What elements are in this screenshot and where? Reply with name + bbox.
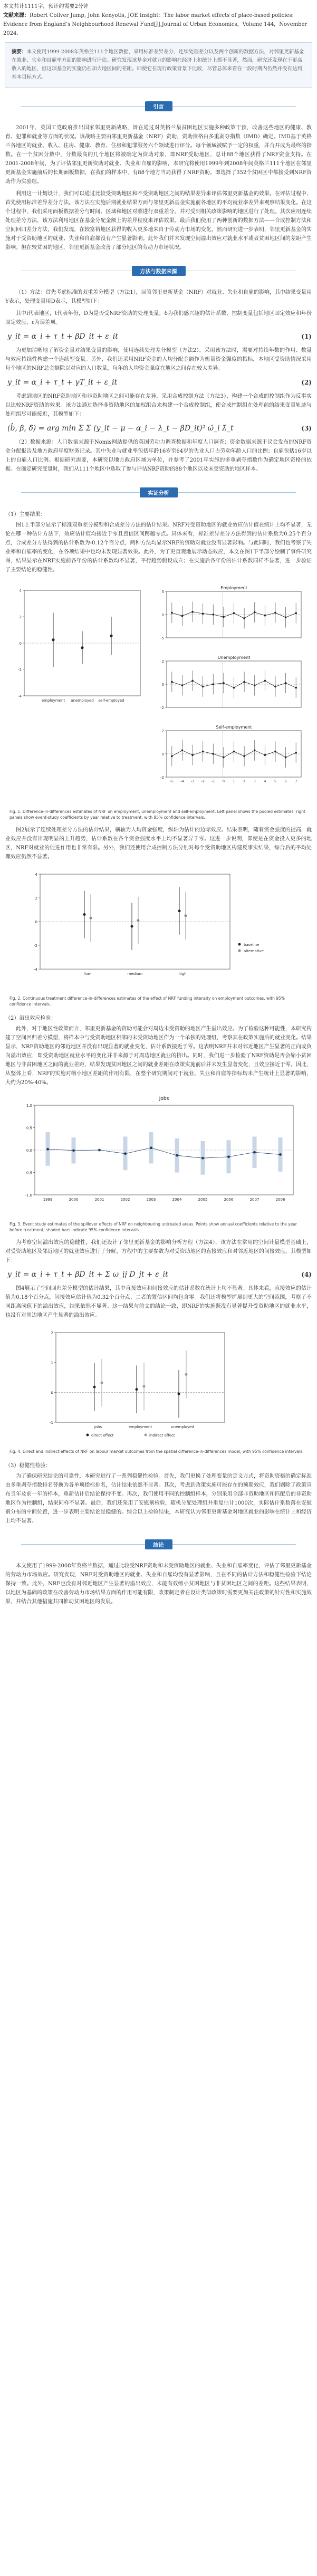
fig4-x-label: jobs — [94, 1425, 102, 1429]
fig1-panel-y-tick-label: 0 — [161, 752, 164, 756]
equation-4-number: (4) — [301, 1271, 312, 1278]
fig4-point — [93, 1386, 96, 1388]
fig1-panel-x-label: 6 — [284, 779, 287, 783]
fig4-y-tick-label: 0 — [51, 1391, 53, 1395]
fig4-point — [101, 1382, 103, 1384]
equation-1 — [7, 332, 312, 341]
fig2-y-tick-label: -4 — [34, 968, 37, 972]
equation-3-formula: (b̂, β̂, δ̂) = arg min Σ Σ (y_it − μ − α_i − λ_t − βD_it)² ω̂_i λ̂_t — [7, 424, 234, 433]
section-header-intro — [0, 101, 317, 111]
reading-time: 本文共计1111字，预计约需要2分钟 — [3, 4, 89, 9]
fig1-panel-y-tick-label: 2 — [161, 659, 164, 664]
fig3-x-label: 2005 — [198, 1198, 208, 1202]
fig3-x-label: 2001 — [94, 1198, 104, 1202]
fig2-point — [83, 913, 86, 916]
fig1-left-x-label: self-employed — [98, 698, 124, 703]
results-subheading-3: （3）稳健性检验： — [5, 1463, 51, 1469]
fig1-left-x-label: employment — [41, 698, 65, 703]
fig3-x-label: 2008 — [275, 1198, 285, 1202]
section-title-results: 实证分析 — [140, 487, 178, 497]
results-paragraph-3: 此外，对于地区性政策而言，邻里更新基金的资助可能会对周边未受资助的地区产生溢出效应。为了检验这种可能性，本研究构建了空间回归差分模型，将样本中与受资助地区相邻的未受资助地区作为一个单独的处理组，考察其在政策实施后的就业变化。结果显示，NRF资助地区的邻近地区并没有出现显著的就业变化，估计系数接近于零。这表明NRF并未对邻近地区产生显著的正向或负向溢出效应，即受资助地区就业水平的变化并非来源于对周边地区就业的挤出。同时，我们进一步检验了NRF资助是否会缩小贫困地区与非贫困地区之间的就业差距，结果发现贫困地区之间的就业差距在政策实施前后并未发生显著变化，且效应接近于零。因此，从整体上看，NRF的实施对缩小地区差距的作用有限，在整个研究期间对于就业、失业和自雇等指标均未产生统计上显著的影响，大约为20%-40%。 — [5, 1026, 312, 1086]
fig2-y-tick-label: 0 — [35, 920, 37, 924]
equation-4 — [7, 1270, 312, 1279]
fig1-panel-x-label: -1 — [212, 779, 215, 783]
figure-3-plot — [8, 1093, 309, 1214]
fig1-panel-y-tick-label: -2 — [160, 706, 164, 710]
fig2-x-label: low — [84, 972, 91, 976]
equation-1-formula: y_it = α_i + τ_t + βD_it + ε_it — [7, 332, 118, 341]
fig1-panel-y-tick-label: -2 — [160, 775, 164, 780]
fig1-panel-title: Self-employment — [216, 725, 252, 730]
fig1-panel-x-label: 2 — [243, 779, 246, 783]
fig2-x-label: medium — [127, 972, 143, 976]
fig3-x-label: 2006 — [224, 1198, 234, 1202]
fig1-left-y-tick-label: -4 — [18, 694, 22, 698]
fig2-legend-label: alternative — [244, 949, 264, 953]
fig1-left-y-tick-label: 2 — [19, 615, 22, 619]
fig1-panel-x-label: 1 — [233, 779, 235, 783]
fig4-y-tick-label: 1 — [51, 1361, 53, 1365]
fig2-point — [178, 909, 181, 912]
abstract-text: 本文使用1999-2008年英格兰111个地区数据，采用标准差异差分、连续处理差分以及两个创新的数据方法，对邻里更新基金在就业、失业和自雇率方面的影响进行评估。研究发现该基金对就业的影响在经济上和统计上都不显著，然而，研究还发现在于更高收入的地区，但这项基金的实施仍在加大地区间的差距。即使它在现行政策背景下比较，尽管总体来看在一段时期内仍然并没有达到基本目标方式。 — [12, 49, 304, 80]
fig4-legend-marker — [145, 1434, 147, 1437]
results-paragraph-5: 图4展示了空间回归差分模型的估计结果，其中直接效应和间接效应的估计系数在统计上均不显著。具体来看，直接效应的估计值为0.18个百分点，间接效应估计值为0.32个百分点，二者的置信区间均包含零。我们还将模型扩展到更大的空间范围，考察了不同距离阈值下的溢出效应，结果依然不显著。这一结果与前文的结论一致，即NRF的实施既没有显著提升受资助地区的就业水平，也没有对周边地区产生显著的溢出效应。 — [5, 1286, 312, 1318]
fig1-left-y-tick-label: 4 — [19, 589, 22, 593]
abstract-label: 摘要： — [12, 49, 27, 55]
fig2-point — [90, 917, 92, 920]
fig3-title: Jobs — [159, 1096, 169, 1102]
fig4-point — [143, 1385, 146, 1388]
methods-paragraph-2: 为更加清晰地了解资金量对结果变量的影响，使用连续处理差分模型（方法2）。采用该方法时，需要对持续年数的作用、数量与效应持续性构建一个连续型变量。另外，我们还采用NRF资金的人均分配金额作为衡量资金强度的指标，本地区受资助情况采用每个地区的NRF总金额除以对应的人口数量，每年的人均资金强度在地区之间存在较大差异。 — [5, 348, 312, 371]
intro-paragraph-2: 利用这一计划设计，我们可以通过比较受资助地区和不受资助地区之间的结果差异来评估邻里更新基金的效果。在评估过程中，首先使用标准差异差分方法。该方法在实施后期就业结果方面与邻里更新基金实施前各地区的平均就业率差异来观察结果变化。在这个过程中，我们采用面板数据差分与时间、区域和地区对照进行双重差分，并对受到相关政策影响的地区进行了处理。其次应用连续处理差分方法，该方法利用地区在基金分配金额上的差异程度来评估效果。最后我们使用了两种创新的数据方法——合成控制方法和空间回归差分方法，我们发现，在较富裕地区获得的收入更多地来自于劳动力市场的变化，然而研究进一步表明，邻里更新基金的实施对于受资助地区的就业、失业和自雇都没有产生显著影响。此外我们并未发现空间溢出效应对就业水平或者贫困地区间的差距产生影响。但在较贫困的地区，邻里更新基金改善了部分地区的劳动力市场状况。 — [5, 191, 312, 251]
fig1-panel-y-tick-label: -5 — [160, 636, 164, 640]
section-header-results — [0, 487, 317, 497]
fig2-point — [185, 914, 187, 917]
fig1-panel-x-label: -2 — [201, 779, 205, 783]
results-subheading-2: （2）溢出效应检验： — [5, 1016, 56, 1021]
fig4-point — [136, 1388, 138, 1391]
intro-paragraph-1: 2001年，英国工党政府推出国家邻里更新战略，旨在通过对英格兰最贫困地区实施多种政策干预，改善这些地区的健康、教育、犯罪和就业等方面的状况。该战略主要由邻里更新基金（NRF）资助，资助资格由多重剥夺指数（IMD）确定。IMD基于英格兰各地区的就业、收入、住房、健康、教育、住房和犯罪服务六个领域进行评分。每个领域被赋予一定的权重，并合并成为最终的指数。在一个贫困分数中，分数最高的几个地区将被确定为资助对象，即NRF受助地区，总计88个地区获得了NRF资金支持。在2001-2008年间，为了评估邻里更新资助对就业、失业和自雇的影响，本研究将使用1999年到2008年间英格兰111个地区在邻里更新基金实施前后的长期面板数据，在我们的样本中，有88个地方当局获得了NRF资助。即选择了352个贫困区中都接受到NRF资助作为实验组。 — [5, 125, 312, 185]
equation-2-formula: y_it = α_i + τ_t + γT_it + ε_it — [7, 378, 118, 387]
fig3-x-label: 2000 — [69, 1198, 79, 1202]
section-title-methods: 方法与数据来源 — [132, 266, 186, 276]
figure-1-plot — [8, 580, 309, 801]
fig2-legend-marker — [238, 950, 241, 952]
equation-3 — [7, 424, 312, 433]
fig2-point — [137, 919, 140, 922]
methods-paragraph-4: （2）数据来源：人口数据来源于Nomis网站提供的英国劳动力调查数据和年度人口调查；资金数据来源于议会发布的NRF资金分配报告及地方政府年度财务记录。其中失业与就业率包括年龄16岁至64岁的失业人口占劳动年龄人口的比例；自雇包括16岁以上的自雇人口比例。根据研究需要，本研究以地方政府区域为单位，并参考了2001年实施的多重剥夺指数作为确定地区资格的依据。在确定研究变量时，我们从111个地区中选取了参与评估NRF资助的88个地区以及未受资助的地区样本。 — [5, 439, 312, 472]
fig1-panel-y-tick-label: 2 — [161, 729, 164, 733]
section-header-methods — [0, 266, 317, 275]
fig3-x-label: 2004 — [172, 1198, 182, 1202]
fig4-x-label: unemployed — [171, 1425, 194, 1429]
section-title-intro: 引言 — [145, 101, 172, 111]
fig4-legend-label: direct effect — [91, 1433, 114, 1438]
fig1-panel-x-label: -3 — [190, 779, 195, 783]
results-paragraph-2: 图2展示了连续处理差分方法的估计结果，横轴为人均资金强度，纵轴为估计的边际效应。结果表明，随着资金强度的提高，就业效应并没有出现明显的上升趋势，估计系数在各个资金强度水平上均不显著异于零。这进一步说明，即使是在资金投入更多的地区，NRF对就业的促进作用也非常有限。另外，我们还使用合成控制方法分别对每个受资助地区构建反事实结果，综合后的平均处理效应仍然不显著。 — [5, 827, 312, 860]
fig1-panel-x-label: 7 — [295, 779, 297, 783]
fig2-x-label: high — [178, 972, 187, 976]
citation-label: 文献来源： — [3, 13, 30, 18]
fig1-panel-x-label: -4 — [180, 779, 184, 783]
figure-4-caption: Fig. 4. Direct and indirect effects of NRF on labour market outcomes from the spatial difference-in-differences model, with 95% confidence intervals. — [9, 1449, 304, 1454]
fig1-left-point — [81, 646, 83, 649]
fig3-y-tick-label: 1.0 — [26, 1104, 32, 1108]
fig4-frame — [56, 1333, 225, 1422]
section-header-conclusion — [0, 1539, 317, 1549]
fig4-point — [185, 1373, 188, 1376]
equation-2-number: (2) — [301, 379, 312, 386]
fig1-panel-x-label: 4 — [264, 779, 266, 783]
fig1-panel-y-tick-label: 0 — [161, 683, 164, 687]
fig4-y-tick-label: 2 — [51, 1331, 53, 1335]
equation-1-number: (1) — [301, 333, 312, 340]
article-meta — [0, 0, 317, 38]
fig1-left-point — [110, 635, 112, 637]
figure-2-plot — [8, 867, 309, 988]
fig2-y-tick-label: -2 — [34, 944, 37, 948]
citation — [3, 11, 312, 38]
figure-4 — [8, 1325, 309, 1443]
results-paragraph-1: 图1上半部分显示了标准双重差分模型和合成差分方法的估计结果。NRF对受资助地区的就业效应估计值在统计上均不显著，无论在哪一种估计方法下，效应估计值均接近于零且置信区间跨越零点。具体来看，标准差异差分方法得到的估计系数为0.25个百分点，合成差分方法得到的估计系数为-0.12个百分点，两种方法均显示NRF的资助对就业没有显著影响。与此同时，我们也考察了失业率和自雇率的变化，在各项结果中也均未发现显著效果。此外，为了更直观地展示动态效应，本文在图1下半部分绘制了事件研究图，结果显示在NRF实施前各年份的估计系数均不显著，平行趋势假设成立；在实施后各年份的估计系数同样不显著，进一步验证了主要结论的稳健性。 — [5, 522, 312, 573]
figure-3-caption: Fig. 3. Event study estimates of the spillover effects of NRF on neighbouring untreated areas. Points show annual coefficients relative to the year before treatment; shaded bars indicate 95% confidence intervals. — [9, 1222, 297, 1232]
fig3-x-label: 2002 — [120, 1198, 130, 1202]
fig3-y-tick-label: 0.0 — [26, 1148, 32, 1153]
conclusion-paragraph-1: 本文使用了1999-2008年英格兰数据，通过比较受NRF资助和未受资助地区的就业、失业和自雇率变化，评估了邻里更新基金的劳动力市场效应。研究发现，NRF对受资助地区的就业、失业和自雇均没有显著影响，且在不同的估计方法和稳健性检验下结论保持一致。此外，NRF也没有对邻近地区产生显著的溢出效应，未能有效缩小贫困地区与非贫困地区之间的差距。这些结果表明，以地区为基础的政策在改善劳动力市场结果方面的作用可能有限，政策制定者在设计类似政策时需要更加关注政策的针对性和实施效果，并结合其他措施共同推动贫困地区的发展。 — [5, 1563, 312, 1605]
figure-1-caption: Fig. 1. Difference-in-differences estimates of NRF on employment, unemployment and self-employment. Left panel shows the pooled estimates; right panels show event-study coefficients by year relative to treatment, with 95% confidence intervals. — [9, 809, 305, 820]
fig1-left-y-tick-label: -2 — [18, 668, 22, 672]
fig1-panel-x-label: -5 — [170, 779, 174, 783]
fig3-y-tick-label: -1.0 — [25, 1193, 32, 1198]
equation-4-formula: y_it = α_i + τ_t + βD_it + Σ ω_ij D_jt + ε_it — [7, 1270, 168, 1279]
figure-2 — [8, 867, 309, 990]
fig1-panel-x-label: 0 — [222, 779, 225, 783]
figure-1 — [8, 580, 309, 803]
fig4-y-tick-label: -1 — [50, 1421, 53, 1425]
fig3-x-label: 2007 — [249, 1198, 260, 1202]
fig1-left-point — [52, 638, 54, 641]
fig1-panel-x-label: 3 — [253, 779, 256, 783]
fig2-y-tick-label: 4 — [35, 873, 37, 877]
fig4-x-label: employment — [128, 1425, 152, 1429]
abstract-box — [5, 42, 312, 88]
fig1-panel-title: Employment — [220, 586, 247, 590]
results-paragraph-6: 为了确保研究结论的可靠性，本研究进行了一系列稳健性检验。首先，我们更换了处理变量的定义方式，将资助资格的确定标准由多重剥夺指数排名替换为各单项指标排名，估计结果依然不显著。其次，考虑到政策实施可能存在的预期效应，我们剔除了政策宣布当年及前一年的样本，重新估计后结论保持不变。再次，我们使用不同的控制组样本，分别采用全部非资助地区和匹配后的非资助地区作为控制组，结果同样不显著。最后，我们还采用了安慰剂检验，随机分配处理组并重复估计1000次，实际估计系数落在安慰剂分布的中间位置，进一步表明主要结论是稳健的。综合以上检验结果，本研究认为邻里更新基金对地区就业的影响在统计上和经济上均不显著。 — [5, 1473, 312, 1524]
citation-text: Robert Collver Jump, John Kenyotis, JOE Insight：The labor market effects of place-based policies: Evidence from England’s Neighbourhood Renewal Fund[J].Journal of Urban Economics，Volume 144，November 2024. — [3, 13, 308, 36]
fig3-x-label: 1999 — [43, 1198, 53, 1202]
fig3-x-label: 2003 — [146, 1198, 156, 1202]
figure-3 — [8, 1093, 309, 1216]
fig1-panel-x-label: 5 — [274, 779, 277, 783]
results-subheading-1: （1）主要结果： — [5, 512, 46, 518]
methods-paragraph-1b: 其中i代表地区，t代表年份，D为是否受NRF资助的处理变量，δ为我们感兴趣的估计系数，控制变量包括地区固定效应和年份固定效应，ε为误差项。 — [5, 311, 312, 325]
fig2-y-tick-label: 2 — [35, 896, 37, 901]
fig1-left-x-label: unemployed — [71, 698, 94, 703]
fig2-legend-marker — [238, 943, 241, 946]
methods-paragraph-1: （1）方法：首先考虑标准的双重差分模型（方法1），回答邻里更新基金（NRF）对就业、失业和自雇的影响，其中结果变量用Y表示，处理变量用D表示，其模型如下： — [5, 290, 312, 304]
figure-2-caption: Fig. 2. Continuous treatment difference-in-differences estimates of the effect of NRF funding intensity on employment outcomes, with 95% confidence intervals. — [9, 996, 285, 1007]
fig3-y-tick-label: -0.5 — [25, 1171, 32, 1175]
fig4-legend-marker — [87, 1434, 89, 1437]
figure-4-plot — [8, 1325, 309, 1441]
results-paragraph-4: 为考察空间溢出效应的稳健性，我们还设计了邻里更新基金的影响分析方程（方法4），该方法在常用的空间计量模型基础上，对受资助地区及邻近地区的就业效应进行了分解，方程中的主要参数为对受资助地区的直接效应和对邻近地区的间接效应，其模型如下： — [5, 1240, 312, 1263]
fig4-legend-label: indirect effect — [149, 1433, 175, 1438]
fig1-panel-y-tick-label: 0 — [161, 613, 164, 617]
equation-3-number: (3) — [301, 425, 312, 432]
equation-2 — [7, 378, 312, 387]
fig2-point — [131, 925, 133, 928]
fig3-y-tick-label: 0.5 — [26, 1126, 32, 1131]
fig4-point — [178, 1393, 180, 1395]
fig1-panel-y-tick-label: 5 — [161, 590, 164, 594]
fig1-panel-point — [295, 687, 297, 689]
fig2-legend-label: baseline — [244, 943, 260, 947]
methods-paragraph-3: 考虑到地区的NRF资助地区和非资助地区之间可能存在差异，采用合成控制方法（方法3），构建一个合成的控制组作为反事实以比较NRF资助的效果。该方法通过选择非资助地区的加权组合来构建一个合成控制组，使合成控制组在处理前的结果变量轨迹与处理组尽可能接近，其模型如下： — [5, 394, 312, 417]
fig1-panel-title: Unemployment — [217, 655, 251, 660]
section-title-conclusion: 结论 — [145, 1539, 172, 1549]
fig1-left-y-tick-label: 0 — [19, 641, 22, 646]
